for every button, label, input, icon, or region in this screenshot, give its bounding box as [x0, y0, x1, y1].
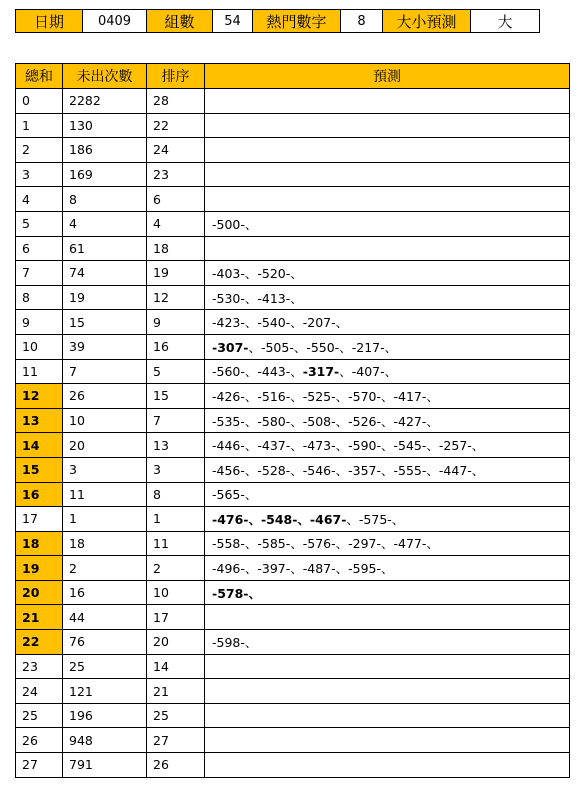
prediction-segment: -403-、-520-、 — [212, 265, 303, 281]
rank-cell: 19 — [147, 261, 205, 286]
prediction-cell — [205, 211, 570, 236]
prediction-cell — [205, 359, 570, 384]
prediction-segment: -496-、-397-、-487-、-595-、 — [212, 561, 394, 577]
column-header-rank: 排序 — [147, 64, 205, 89]
table-row — [16, 359, 570, 384]
table-row — [16, 187, 570, 212]
sum-cell: 12 — [16, 384, 63, 409]
unseen-count-cell: 121 — [63, 679, 147, 704]
column-header-sum: 總和 — [16, 64, 63, 89]
column-header-prediction: 預測 — [205, 64, 570, 89]
unseen-count-cell: 16 — [63, 580, 147, 605]
table-row — [16, 507, 570, 532]
sum-cell: 15 — [16, 457, 63, 482]
prediction-segment: -456-、-528-、-546-、-357-、-555-、-447-、 — [212, 462, 485, 478]
sum-cell: 5 — [16, 211, 63, 236]
rank-cell: 14 — [147, 654, 205, 679]
prediction-cell — [205, 384, 570, 409]
rank-cell: 9 — [147, 310, 205, 335]
rank-cell: 3 — [147, 457, 205, 482]
table-row — [16, 703, 570, 728]
unseen-count-cell: 15 — [63, 310, 147, 335]
unseen-count-cell: 11 — [63, 482, 147, 507]
table-row — [16, 384, 570, 409]
prediction-cell — [205, 753, 570, 778]
table-row — [16, 654, 570, 679]
prediction-cell — [205, 654, 570, 679]
sum-cell: 23 — [16, 654, 63, 679]
prediction-segment: -426-、-516-、-525-、-570-、-417-、 — [212, 388, 439, 404]
table-row — [16, 580, 570, 605]
unseen-count-cell: 186 — [63, 138, 147, 163]
size-prediction-value: 大 — [471, 10, 540, 33]
prediction-cell — [205, 285, 570, 310]
sum-cell: 20 — [16, 580, 63, 605]
unseen-count-cell: 196 — [63, 703, 147, 728]
groups-label: 組數 — [147, 10, 213, 33]
prediction-segment: -530-、-413-、 — [212, 290, 303, 306]
table-row — [16, 408, 570, 433]
rank-cell: 2 — [147, 556, 205, 581]
sum-cell: 14 — [16, 433, 63, 458]
prediction-cell — [205, 728, 570, 753]
prediction-cell — [205, 556, 570, 581]
sum-cell: 21 — [16, 605, 63, 630]
rank-cell: 21 — [147, 679, 205, 704]
table-row — [16, 89, 570, 114]
sum-cell: 10 — [16, 334, 63, 359]
rank-cell: 18 — [147, 236, 205, 261]
unseen-count-cell: 130 — [63, 113, 147, 138]
prediction-cell — [205, 507, 570, 532]
rank-cell: 7 — [147, 408, 205, 433]
unseen-count-cell: 948 — [63, 728, 147, 753]
sum-cell: 9 — [16, 310, 63, 335]
size-prediction-label: 大小預測 — [383, 10, 471, 33]
unseen-count-cell: 20 — [63, 433, 147, 458]
sum-cell: 19 — [16, 556, 63, 581]
rank-cell: 5 — [147, 359, 205, 384]
sum-cell: 16 — [16, 482, 63, 507]
sum-cell: 8 — [16, 285, 63, 310]
prediction-cell — [205, 630, 570, 655]
prediction-segment: -476-、-548-、-467- — [212, 511, 347, 527]
unseen-count-cell: 19 — [63, 285, 147, 310]
table-row — [16, 753, 570, 778]
unseen-count-cell: 2 — [63, 556, 147, 581]
prediction-segment: -565-、 — [212, 487, 258, 503]
unseen-count-cell: 61 — [63, 236, 147, 261]
unseen-count-cell: 26 — [63, 384, 147, 409]
rank-cell: 22 — [147, 113, 205, 138]
prediction-segment: -535-、-580-、-508-、-526-、-427-、 — [212, 413, 439, 429]
hot-number-label: 熱門數字 — [253, 10, 341, 33]
rank-cell: 17 — [147, 605, 205, 630]
unseen-count-cell: 25 — [63, 654, 147, 679]
unseen-count-cell: 2282 — [63, 89, 147, 114]
prediction-segment: -423-、-540-、-207-、 — [212, 315, 349, 331]
rank-cell: 12 — [147, 285, 205, 310]
groups-value: 54 — [213, 10, 253, 33]
column-header-unseen-count: 未出次數 — [63, 64, 147, 89]
prediction-cell — [205, 236, 570, 261]
sum-cell: 1 — [16, 113, 63, 138]
prediction-cell — [205, 605, 570, 630]
prediction-cell — [205, 113, 570, 138]
rank-cell: 23 — [147, 162, 205, 187]
table-row — [16, 113, 570, 138]
prediction-cell — [205, 261, 570, 286]
unseen-count-cell: 10 — [63, 408, 147, 433]
sum-cell: 2 — [16, 138, 63, 163]
sum-cell: 7 — [16, 261, 63, 286]
table-row — [16, 334, 570, 359]
sum-cell: 27 — [16, 753, 63, 778]
prediction-segment: -578-、 — [212, 585, 261, 601]
table-row — [16, 433, 570, 458]
prediction-cell — [205, 482, 570, 507]
prediction-cell — [205, 334, 570, 359]
rank-cell: 24 — [147, 138, 205, 163]
sum-cell: 24 — [16, 679, 63, 704]
sum-cell: 11 — [16, 359, 63, 384]
hot-number-value: 8 — [341, 10, 383, 33]
table-row — [16, 138, 570, 163]
sum-cell: 13 — [16, 408, 63, 433]
prediction-cell — [205, 187, 570, 212]
table-row — [16, 285, 570, 310]
prediction-cell — [205, 703, 570, 728]
prediction-cell — [205, 310, 570, 335]
rank-cell: 13 — [147, 433, 205, 458]
rank-cell: 1 — [147, 507, 205, 532]
unseen-count-cell: 169 — [63, 162, 147, 187]
prediction-cell — [205, 580, 570, 605]
table-row — [16, 236, 570, 261]
prediction-segment: 、-407-、 — [339, 364, 398, 380]
prediction-cell — [205, 433, 570, 458]
sum-cell: 6 — [16, 236, 63, 261]
sum-cell: 3 — [16, 162, 63, 187]
sum-cell: 25 — [16, 703, 63, 728]
prediction-cell — [205, 679, 570, 704]
unseen-count-cell: 1 — [63, 507, 147, 532]
rank-cell: 10 — [147, 580, 205, 605]
sum-cell: 17 — [16, 507, 63, 532]
rank-cell: 11 — [147, 531, 205, 556]
rank-cell: 6 — [147, 187, 205, 212]
prediction-segment: -307- — [212, 339, 249, 355]
prediction-cell — [205, 408, 570, 433]
unseen-count-cell: 74 — [63, 261, 147, 286]
prediction-segment: -560-、-443-、 — [212, 364, 303, 380]
prediction-cell — [205, 138, 570, 163]
prediction-segment: 、-505-、-550-、-217-、 — [248, 339, 398, 355]
date-label: 日期 — [16, 10, 83, 33]
table-row — [16, 162, 570, 187]
date-value: 0409 — [83, 10, 147, 33]
prediction-cell — [205, 162, 570, 187]
sum-cell: 18 — [16, 531, 63, 556]
prediction-segment: 、-575-、 — [346, 511, 405, 527]
rank-cell: 16 — [147, 334, 205, 359]
table-row — [16, 630, 570, 655]
sum-cell: 22 — [16, 630, 63, 655]
unseen-count-cell: 39 — [63, 334, 147, 359]
prediction-cell — [205, 531, 570, 556]
sum-cell: 0 — [16, 89, 63, 114]
prediction-cell — [205, 89, 570, 114]
rank-cell: 15 — [147, 384, 205, 409]
prediction-cell — [205, 457, 570, 482]
unseen-count-cell: 18 — [63, 531, 147, 556]
prediction-segment: -446-、-437-、-473-、-590-、-545-、-257-、 — [212, 438, 485, 454]
rank-cell: 4 — [147, 211, 205, 236]
prediction-segment: -598-、 — [212, 634, 258, 650]
sum-cell: 4 — [16, 187, 63, 212]
table-header-row — [16, 64, 570, 89]
table-row — [16, 531, 570, 556]
rank-cell: 25 — [147, 703, 205, 728]
unseen-count-cell: 791 — [63, 753, 147, 778]
prediction-segment: -317- — [302, 364, 340, 380]
unseen-count-cell: 3 — [63, 457, 147, 482]
rank-cell: 28 — [147, 89, 205, 114]
table-body — [16, 89, 570, 778]
unseen-count-cell: 76 — [63, 630, 147, 655]
unseen-count-cell: 4 — [63, 211, 147, 236]
summary-header — [15, 9, 540, 33]
rank-cell: 20 — [147, 630, 205, 655]
table-row — [16, 679, 570, 704]
table-row — [16, 605, 570, 630]
sum-cell: 26 — [16, 728, 63, 753]
table-row — [16, 457, 570, 482]
unseen-count-cell: 44 — [63, 605, 147, 630]
unseen-count-cell: 7 — [63, 359, 147, 384]
rank-cell: 8 — [147, 482, 205, 507]
table-row — [16, 482, 570, 507]
prediction-table — [15, 63, 570, 778]
rank-cell: 27 — [147, 728, 205, 753]
prediction-segment: -558-、-585-、-576-、-297-、-477-、 — [212, 536, 439, 552]
table-row — [16, 261, 570, 286]
rank-cell: 26 — [147, 753, 205, 778]
unseen-count-cell: 8 — [63, 187, 147, 212]
table-row — [16, 556, 570, 581]
table-row — [16, 211, 570, 236]
table-row — [16, 728, 570, 753]
table-row — [16, 310, 570, 335]
prediction-segment: -500-、 — [212, 216, 258, 232]
